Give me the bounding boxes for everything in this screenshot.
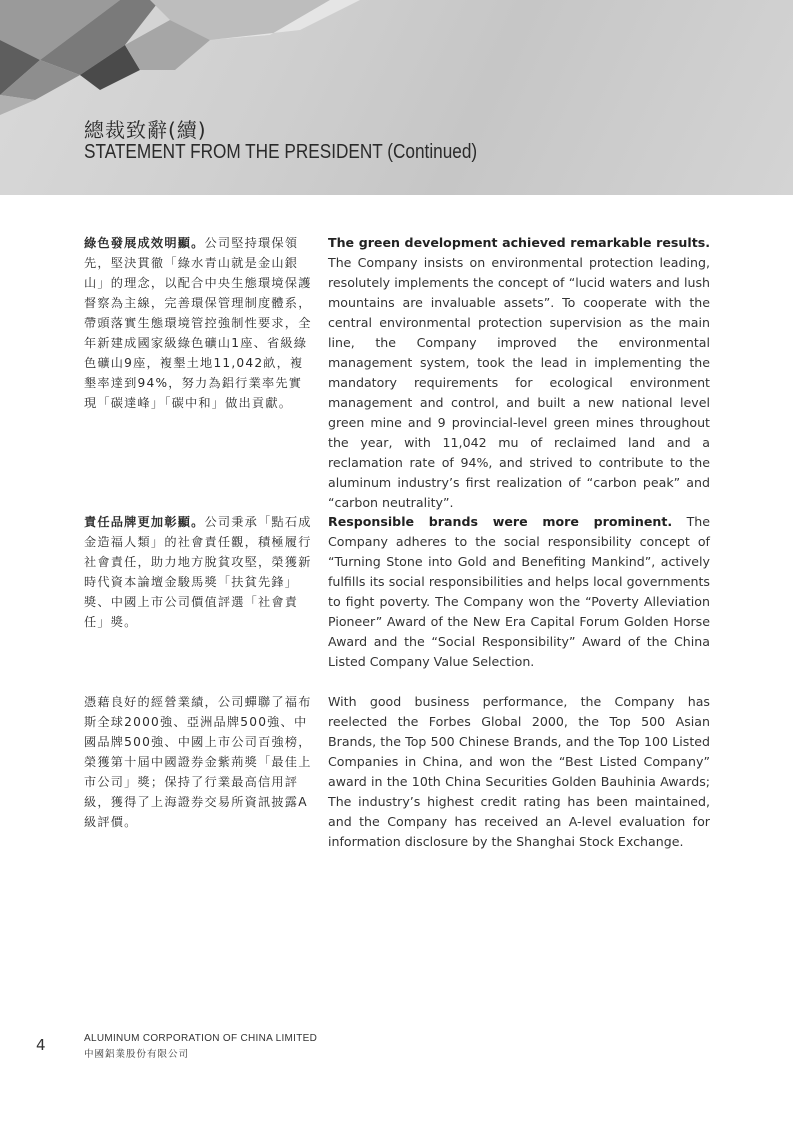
page-number: 4 [36,1036,46,1054]
section-en-text [328,692,710,852]
footer-company-zh: 中國鋁業股份有限公司 [84,1049,190,1060]
section-en-heading: Responsible brands were more prominent. [328,514,673,529]
section-zh-body: 憑藉良好的經營業績，公司蟬聯了福布斯全球2000強、亞洲品牌500強、中國品牌500強、中國上市公司百強榜，榮獲第十屆中國證券金紫荊獎「最佳上市公司」獎；保持了行業最高信用評級，獲得了上海證券交易所資訊披露A級評價。 [84,695,312,829]
section-en-body: The Company insists on environmental protection leading, resolutely implements the concept of “lucid waters and lush mountains are invaluable assets”. To cooperate with the central environmental protection supervision as the main line, the Company improved the environmental management system, took the lead in implementing the mandatory requirements for ecological environment management and control, and built a new national level green mine and 9 provincial-level green mines throughout the year, with 11,042 mu of reclaimed land and a reclamation rate of 94%, and strived to contribute to the aluminum industry’s first realization of “carbon peak” and “carbon neutrality”. [328,255,710,510]
section-en-text [328,233,710,513]
section-en-body: The Company adheres to the social responsibility concept of “Turning Stone into Gold and Benefiting Mankind”, actively fulfills its social responsibilities and helps local governments to fight poverty. The Company won the “Poverty Alleviation Pioneer” Award of the New Era Capital Forum Golden Horse Award and the “Social Responsibility” Award of the China Listed Company Value Selection. [328,514,710,669]
section-en-heading: The green development achieved remarkable results. [328,235,710,250]
section-en-body: With good business performance, the Company has reelected the Forbes Global 2000, the Top 500 Asian Brands, the Top 500 Chinese Brands, and the Top 100 Listed Companies in China, and won the “Best Listed Company” award in the 10th China Securities Golden Bauhinia Awards; The industry’s highest credit rating has been maintained, and the Company has received an A-level evaluation for information disclosure by the Shanghai Stock Exchange. [328,694,710,849]
section-zh-body: 公司秉承「點石成金造福人類」的社會責任觀，積極履行社會責任，助力地方脫貧攻堅，榮獲新時代資本論壇金駿馬獎「扶貧先鋒」獎、中國上市公司價值評選「社會責任」獎。 [84,515,312,629]
decorative-polygons [0,0,793,195]
section-zh-text [84,692,312,832]
section-en-text [328,512,710,672]
section-zh-heading: 責任品牌更加彰顯。 [84,515,205,529]
header-banner [0,0,793,195]
footer-company-en: ALUMINUM CORPORATION OF CHINA LIMITED [84,1033,318,1044]
section-zh-text [84,512,312,632]
section-zh-text [84,233,312,413]
section-zh-body: 公司堅持環保領先，堅決貫徹「綠水青山就是金山銀山」的理念，以配合中央生態環境保護督察為主線，完善環保管理制度體系，帶頭落實生態環境管控強制性要求，全年新建成國家級綠色礦山1座、省級綠色礦山9座，複墾土地11,042畝，複墾率達到94%，努力為鋁行業率先實現「碳達峰」「碳中和」做出貢獻。 [84,236,312,410]
page-title-en: STATEMENT FROM THE PRESIDENT (Continued) [84,141,478,163]
section-zh-heading: 綠色發展成效明顯。 [84,236,205,250]
page-title-zh: 總裁致辭(續) [84,118,207,142]
